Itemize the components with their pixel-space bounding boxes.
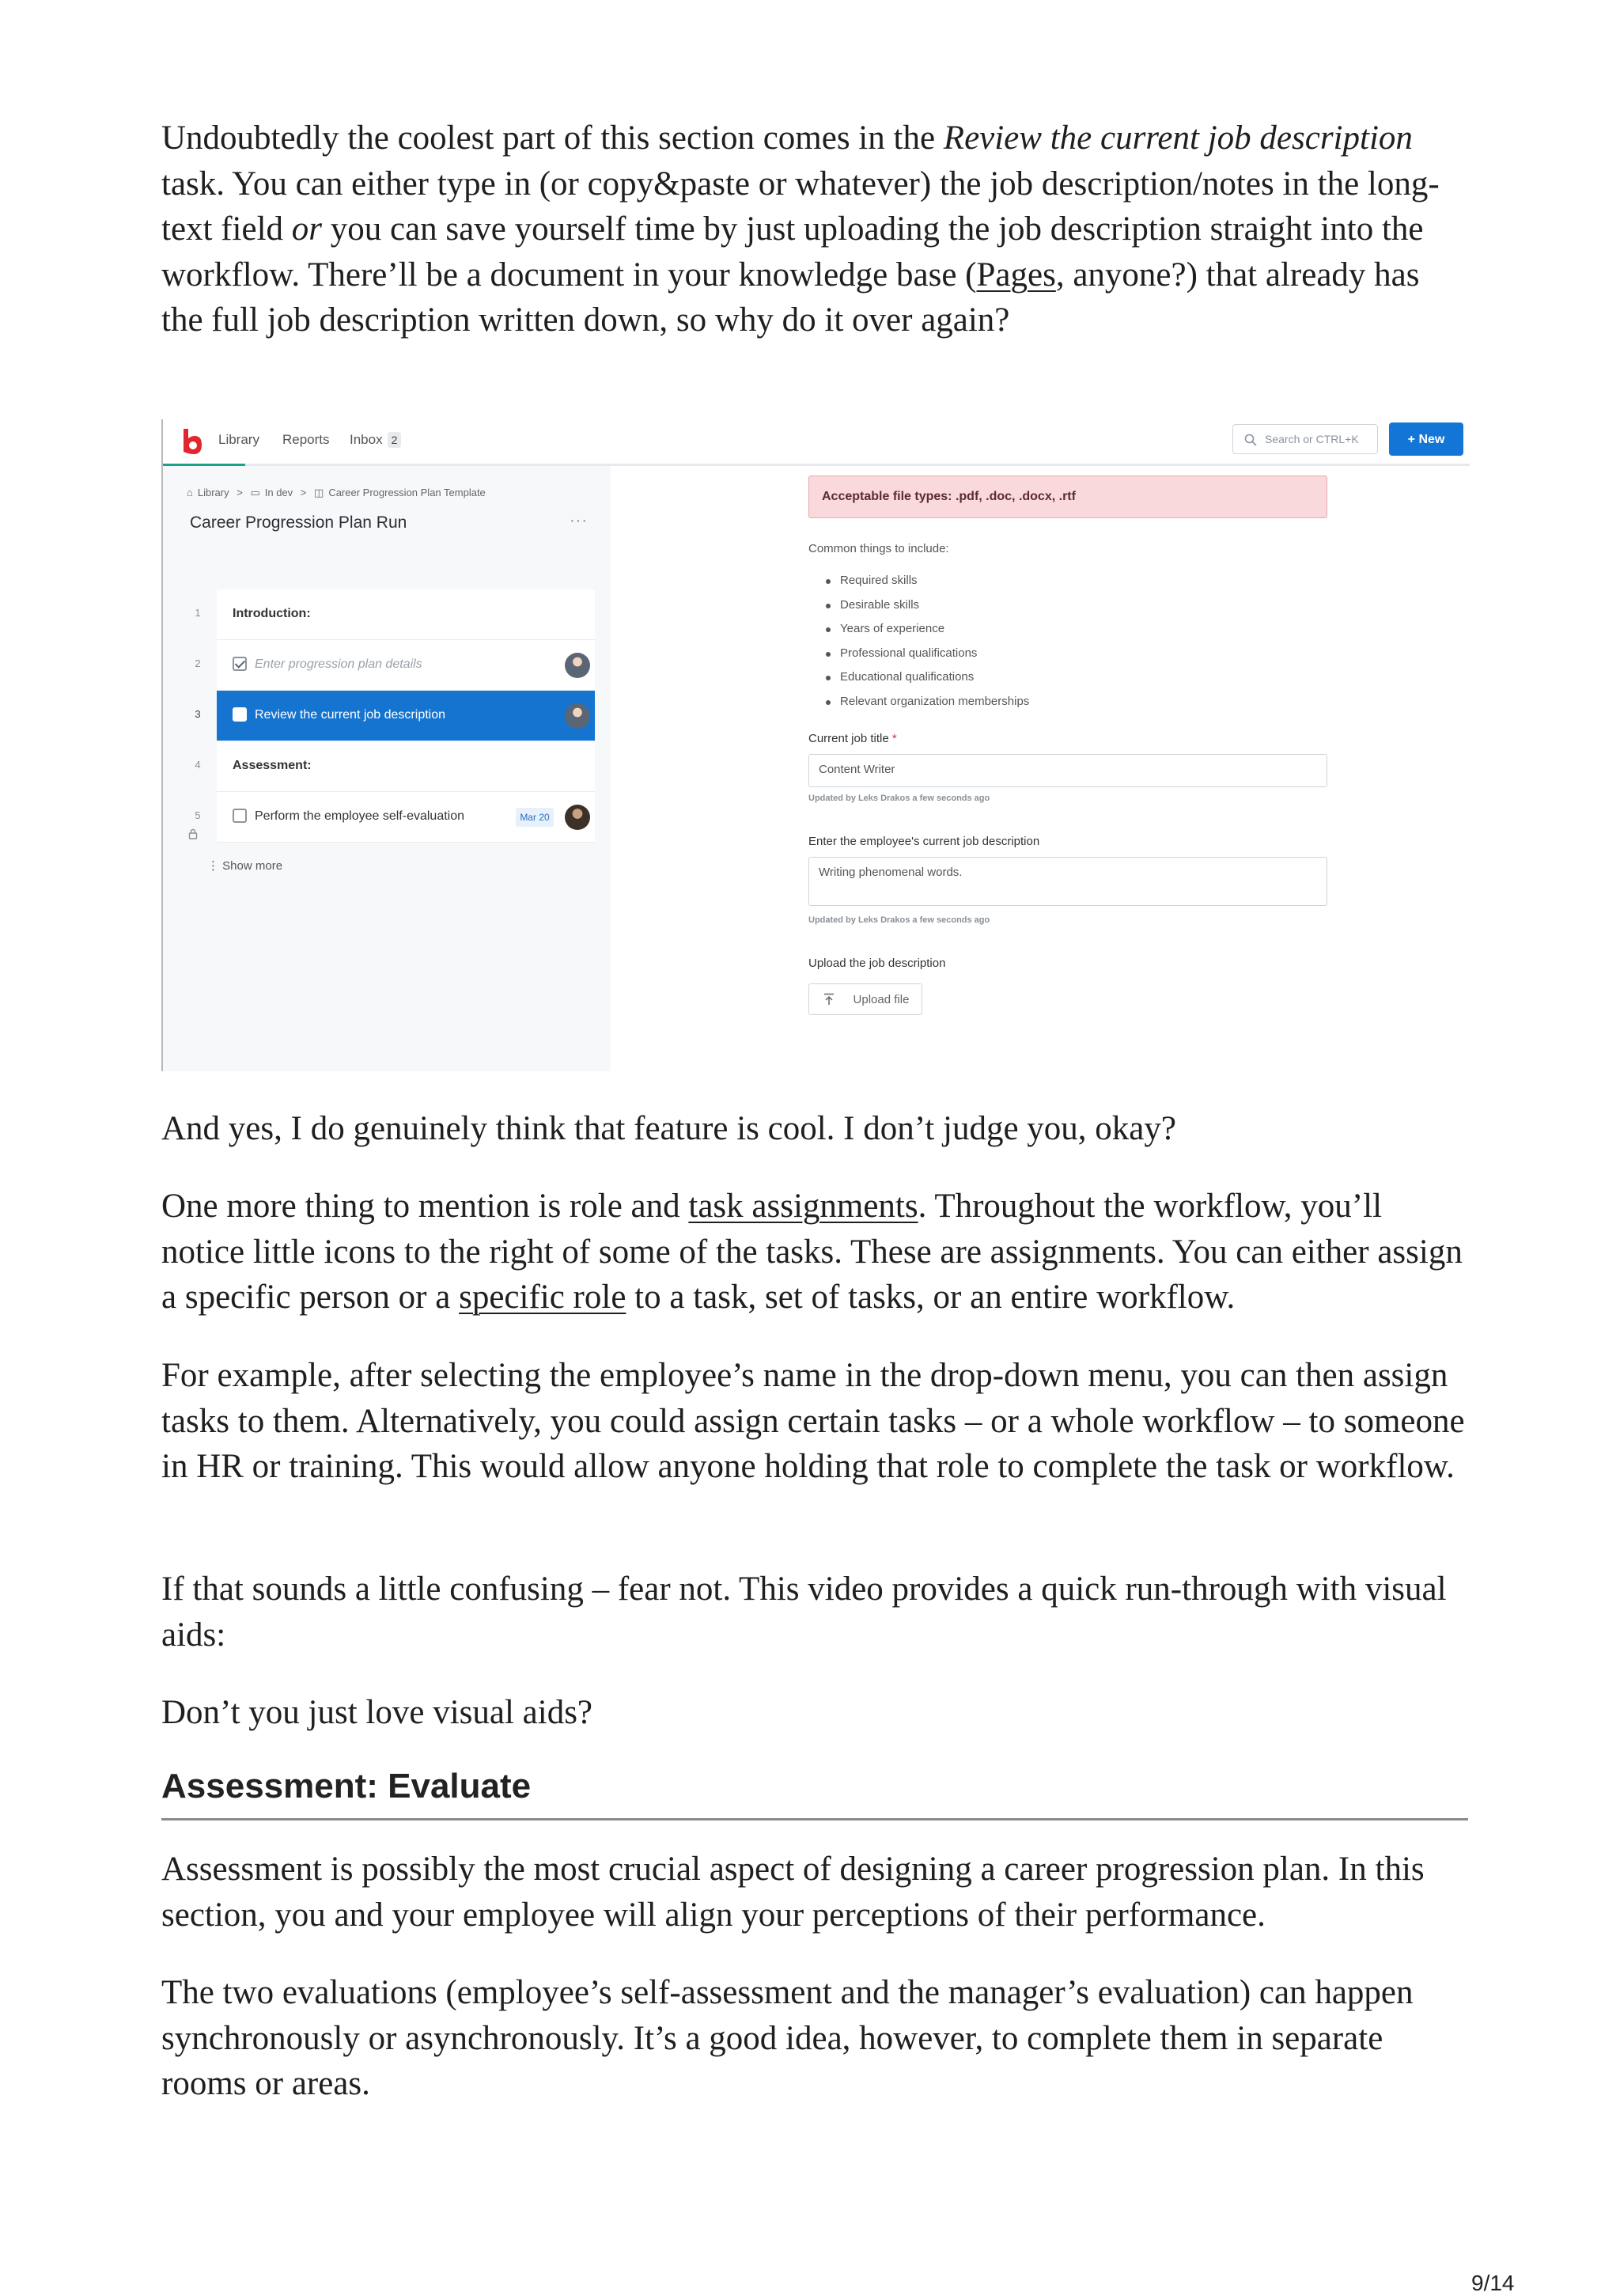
paragraph-4: For example, after selecting the employee’s name in the drop-down menu, you can then assign tasks to them. Alternatively, you could assign certain tasks – or a whole workflow – to someone in HR or training. This would allow anyone holding that role to complete the task or workflow. <box>161 1357 1465 1485</box>
paragraph-8: The two evaluations (employee’s self-assessment and the manager’s evaluation) can happen synchronously or asynchronously. It’s a good idea, however, to complete them in separate rooms or areas. <box>161 1974 1414 2102</box>
job-title-label <box>808 732 897 745</box>
job-description-updated-note: Updated by Leks Drakos a few seconds ago <box>808 915 990 925</box>
chevron-right-icon: > <box>237 487 243 498</box>
section-heading: Assessment: Evaluate <box>161 1763 1468 1821</box>
inbox-count-badge: 2 <box>388 432 402 448</box>
upload-file-label: Upload file <box>853 993 910 1006</box>
page-number: 9/14 <box>1471 2271 1515 2295</box>
paragraph-text: task. You can either type in (or copy&paste or whatever) the job description/notes in the long-text field <box>161 165 1440 248</box>
task-label: Perform the employee self-evaluation <box>255 809 465 823</box>
task-number: 1 <box>195 607 201 619</box>
new-button[interactable]: + New <box>1389 422 1463 456</box>
task-label: Assessment: <box>233 759 312 772</box>
task-detail-pane <box>805 466 1470 1071</box>
paragraph-5: If that sounds a little confusing – fear not. This video provides a quick run-through with visual aids: <box>161 1570 1447 1654</box>
task-item-active[interactable] <box>195 691 595 741</box>
due-date-badge[interactable]: Mar 20 <box>516 808 554 827</box>
task-number: 4 <box>195 759 201 771</box>
task-number: 2 <box>195 657 201 669</box>
list-item: Professional qualifications <box>824 642 1029 666</box>
paragraph-text: One more thing to mention is role and <box>161 1188 689 1225</box>
common-things-list <box>824 569 1029 714</box>
nav-inbox-label: Inbox <box>350 432 383 447</box>
nav-reports[interactable]: Reports <box>282 432 330 447</box>
run-title: Career Progression Plan Run <box>190 513 407 532</box>
paragraph-text: Undoubtedly the coolest part of this section comes in the <box>161 119 944 157</box>
paragraph-italic: or <box>291 210 323 248</box>
search-icon <box>1244 434 1257 446</box>
folder-icon: ▭ <box>250 487 260 498</box>
app-screenshot <box>161 419 1470 1071</box>
list-item: Relevant organization memberships <box>824 690 1029 714</box>
paragraph-italic: Review the current job description <box>943 119 1413 157</box>
app-logo-icon[interactable] <box>177 426 204 457</box>
list-item: Required skills <box>824 569 1029 593</box>
paragraph-text: you can save yourself time by just uploading the job description straight into the workflow. There’ll be a document in your knowledge base ( <box>161 210 1424 294</box>
show-more-button[interactable] <box>207 858 282 873</box>
job-title-input[interactable]: Content Writer <box>808 754 1327 787</box>
task-label: Enter progression plan details <box>255 657 422 671</box>
breadcrumb-template[interactable]: Career Progression Plan Template <box>328 487 486 498</box>
required-mark: * <box>891 732 897 745</box>
search-input[interactable] <box>1232 424 1378 454</box>
pages-link[interactable]: Pages <box>976 256 1056 294</box>
list-item: Years of experience <box>824 617 1029 642</box>
workflow-sidebar <box>163 466 611 1071</box>
lock-icon <box>188 828 198 839</box>
list-item: Desirable skills <box>824 593 1029 618</box>
task-checkbox[interactable] <box>233 657 247 671</box>
task-number: 3 <box>195 708 201 720</box>
paragraph-2: And yes, I do genuinely think that feature is cool. I don’t judge you, okay? <box>161 1110 1176 1147</box>
nav-inbox[interactable] <box>350 432 401 448</box>
specific-role-link[interactable]: specific role <box>459 1279 626 1316</box>
paragraph-6: Don’t you just love visual aids? <box>161 1694 593 1731</box>
app-topbar <box>163 419 1470 464</box>
upload-label: Upload the job description <box>808 957 946 970</box>
task-item[interactable] <box>195 640 595 691</box>
more-options-icon[interactable]: ··· <box>570 512 588 529</box>
task-item[interactable] <box>195 792 595 843</box>
task-checkbox[interactable] <box>233 809 247 823</box>
assignee-avatar[interactable] <box>565 805 590 830</box>
paragraph-text: to a task, set of tasks, or an entire workflow. <box>626 1279 1236 1316</box>
template-icon: ◫ <box>314 487 324 498</box>
paragraph-text: . Throughout the workflow, you’ll notice little icons to the right of some of the tasks. These are assignments. You can either assign a specific person or a <box>161 1188 1463 1316</box>
list-item: Educational qualifications <box>824 665 1029 690</box>
breadcrumb-library[interactable]: Library <box>197 487 229 498</box>
paragraph-3 <box>161 1184 1468 1320</box>
breadcrumb <box>187 487 490 499</box>
file-types-alert: Acceptable file types: .pdf, .doc, .docx, .rtf <box>808 475 1327 518</box>
vertical-dots-icon: ⋮ <box>207 859 223 873</box>
task-assignments-link[interactable]: task assignments <box>688 1188 918 1225</box>
nav-library[interactable]: Library <box>218 432 259 447</box>
job-title-label-text: Current job title <box>808 732 889 745</box>
show-more-label: Show more <box>222 859 283 873</box>
paragraph-1 <box>161 116 1468 343</box>
paragraph-text: , anyone?) that already has the full job description written down, so why do it over again? <box>161 256 1420 339</box>
task-checkbox[interactable] <box>233 707 247 722</box>
job-description-label: Enter the employee's current job description <box>808 835 1040 848</box>
assignee-avatar[interactable] <box>565 653 590 678</box>
breadcrumb-in-dev[interactable]: In dev <box>264 487 293 498</box>
common-things-heading: Common things to include: <box>808 542 949 555</box>
task-label: Introduction: <box>233 607 311 620</box>
paragraph-7: Assessment is possibly the most crucial aspect of designing a career progression plan. In this section, you and your employee will align your perceptions of their performance. <box>161 1851 1425 1934</box>
task-label: Review the current job description <box>255 708 446 722</box>
task-item[interactable] <box>195 741 595 792</box>
task-number: 5 <box>195 809 201 821</box>
chevron-right-icon: > <box>300 487 307 498</box>
home-icon: ⌂ <box>187 487 193 498</box>
task-item[interactable] <box>195 589 595 640</box>
job-description-textarea[interactable]: Writing phenomenal words. <box>808 857 1327 906</box>
upload-icon <box>823 993 835 1006</box>
search-placeholder: Search or CTRL+K <box>1265 433 1359 445</box>
upload-file-button[interactable] <box>808 983 922 1015</box>
assignee-avatar[interactable] <box>565 703 590 729</box>
job-title-updated-note: Updated by Leks Drakos a few seconds ago <box>808 794 990 803</box>
